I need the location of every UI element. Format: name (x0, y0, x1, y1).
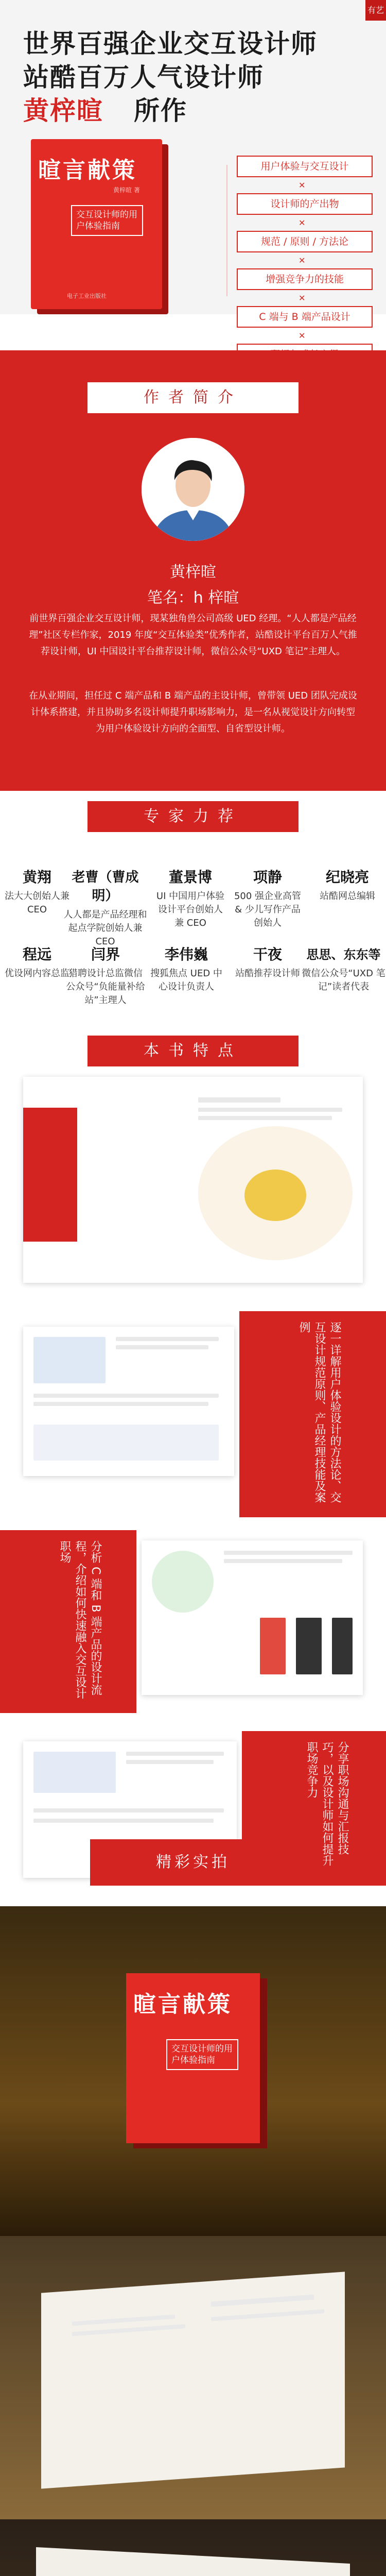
expert-card (1, 945, 73, 980)
author-banner-label: 作者简介 (87, 382, 299, 413)
author-bio-1: 前世界百强企业交互设计师，现某独角兽公司高级 UED 经理。“人人都是产品经理”社区专栏作家，2019 年度“交互体验类”优秀作者，站酷设计平台百万人气推荐设计师，UI 中国设计平台推荐设计师，微信公众号“UXD 笔记”主理人。 (29, 613, 357, 657)
feature-tag-3: 规范 / 原则 / 方法论 (237, 231, 373, 252)
expert-desc: 猎聘设计总监微信公众号“负能量补给站”主理人 (66, 968, 145, 1006)
photos-banner (90, 1839, 296, 1886)
feature-text: 分享职场沟通与汇报技巧，以及设计师如何提升职场竞争力 (305, 1741, 349, 1866)
expert-desc: 法大大创始人兼CEO (5, 891, 69, 915)
hero-headline-2: 站酷百万人气设计师 (23, 62, 264, 92)
expert-desc: UI 中国用户体验设计平台创始人兼 CEO (156, 891, 225, 928)
feature-tag-2: 设计师的产出物 (237, 193, 373, 215)
x-separator-icon: ✕ (299, 218, 306, 228)
expert-desc: 500 强企业高管 & 少儿写作产品创始人 (234, 891, 302, 928)
page-mockup (23, 1327, 234, 1476)
photo-open-book-1 (0, 2236, 386, 2519)
book-title: 暄言献策 (38, 157, 137, 183)
expert-name: 项静 (253, 869, 282, 886)
photo-book-cover (0, 1906, 386, 2236)
expert-card (301, 945, 386, 994)
expert-desc: 搜狐焦点 UED 中心设计负责人 (150, 968, 222, 992)
feature-tag-4: 增强竞争力的技能 (237, 268, 373, 290)
feature-text: 分析 C 端和 B 端产品的设计流程，介绍如何快速融入交互设计职场 (58, 1540, 102, 1699)
diagram-core (244, 1170, 306, 1221)
x-separator-icon: ✕ (299, 256, 306, 265)
expert-name: 李伟巍 (164, 946, 208, 963)
expert-name: 思思、东东等 (306, 947, 381, 962)
feature-text: 逐一详解用户体验设计的方法论、交互设计规范原则、产品经理技能及案例 (297, 1321, 341, 1503)
expert-desc: 优设网内容总监 (5, 968, 69, 979)
expert-card (311, 868, 383, 903)
x-separator-icon: ✕ (299, 180, 306, 190)
book-subtitle: 交互设计师的用户体验指南 (71, 205, 143, 236)
book-cover (31, 139, 162, 309)
experts-banner (87, 801, 299, 832)
expert-card (154, 868, 226, 930)
expert-card (232, 868, 304, 930)
expert-desc: 微信公众号“UXD 笔记”读者代表 (302, 968, 385, 992)
expert-name: 老曹（曹成明） (72, 870, 139, 904)
open-book-photo (41, 2272, 345, 2488)
expert-card (64, 945, 147, 1007)
x-separator-icon: ✕ (299, 331, 306, 341)
hero-author-highlight: 黄梓暄 (23, 96, 103, 126)
hero-headline-1: 世界百强企业交互设计师 (23, 29, 318, 59)
book-features-banner-label: 本书特点 (144, 1042, 242, 1060)
expert-name: 纪晓亮 (325, 869, 369, 886)
book-features-banner (87, 1036, 299, 1066)
feature-panel (23, 1108, 77, 1242)
expert-name: 董景博 (168, 869, 212, 886)
open-book-photo (36, 2547, 350, 2576)
expert-card (1, 868, 73, 917)
expert-card (232, 945, 304, 980)
expert-desc: 站酷推荐设计师 (235, 968, 300, 979)
photos-banner-label: 精彩实拍 (156, 1853, 230, 1871)
expert-name: 黄翔 (22, 869, 51, 886)
book-author: 黄梓暄 著 (113, 187, 140, 194)
feature-panel (0, 1530, 136, 1713)
page-mockup (142, 1540, 363, 1695)
feature-tag-5: C 端与 B 端产品设计 (237, 306, 373, 328)
photo-open-book-2 (0, 2519, 386, 2576)
feature-connector-line (226, 165, 227, 296)
x-separator-icon: ✕ (299, 293, 306, 303)
book-cover-photo (126, 1973, 260, 2143)
expert-card (63, 868, 148, 948)
expert-name: 程远 (22, 946, 51, 963)
expert-name: 干夜 (253, 946, 282, 963)
author-avatar (142, 438, 244, 541)
author-banner (87, 382, 299, 413)
expert-desc: 站酷网总编辑 (320, 891, 375, 902)
brand-badge: 有艺 (365, 0, 386, 21)
author-pen-name: 笔名：h 梓暄 (147, 589, 239, 607)
book-publisher: 电子工业出版社 (67, 293, 107, 299)
book-title-photo: 暄言献策 (133, 1991, 232, 2018)
feature-tag-1: 用户体验与交互设计 (237, 156, 373, 177)
experts-banner-label: 专家力荐 (144, 807, 242, 825)
book-subtitle-photo: 交互设计师的用户体验指南 (166, 2039, 238, 2070)
expert-name: 闫界 (91, 946, 120, 963)
author-name: 黄梓暄 (170, 563, 216, 581)
avatar-portrait (142, 438, 244, 541)
author-bio-2: 在从业期间，担任过 C 端产品和 B 端产品的主设计师，曾带领 UED 团队完成设计体系搭建，并且协助多名设计师提升职场影响力，是一名从视觉设计方向转型为用户体验设计方向的全面型、自省型设计师。 (29, 690, 357, 734)
hero-author-suffix: 所作 (134, 96, 187, 126)
feature-panel (239, 1311, 386, 1517)
expert-desc: 人人都是产品经理和起点学院创始人兼CEO (63, 909, 147, 947)
expert-card (150, 945, 222, 994)
